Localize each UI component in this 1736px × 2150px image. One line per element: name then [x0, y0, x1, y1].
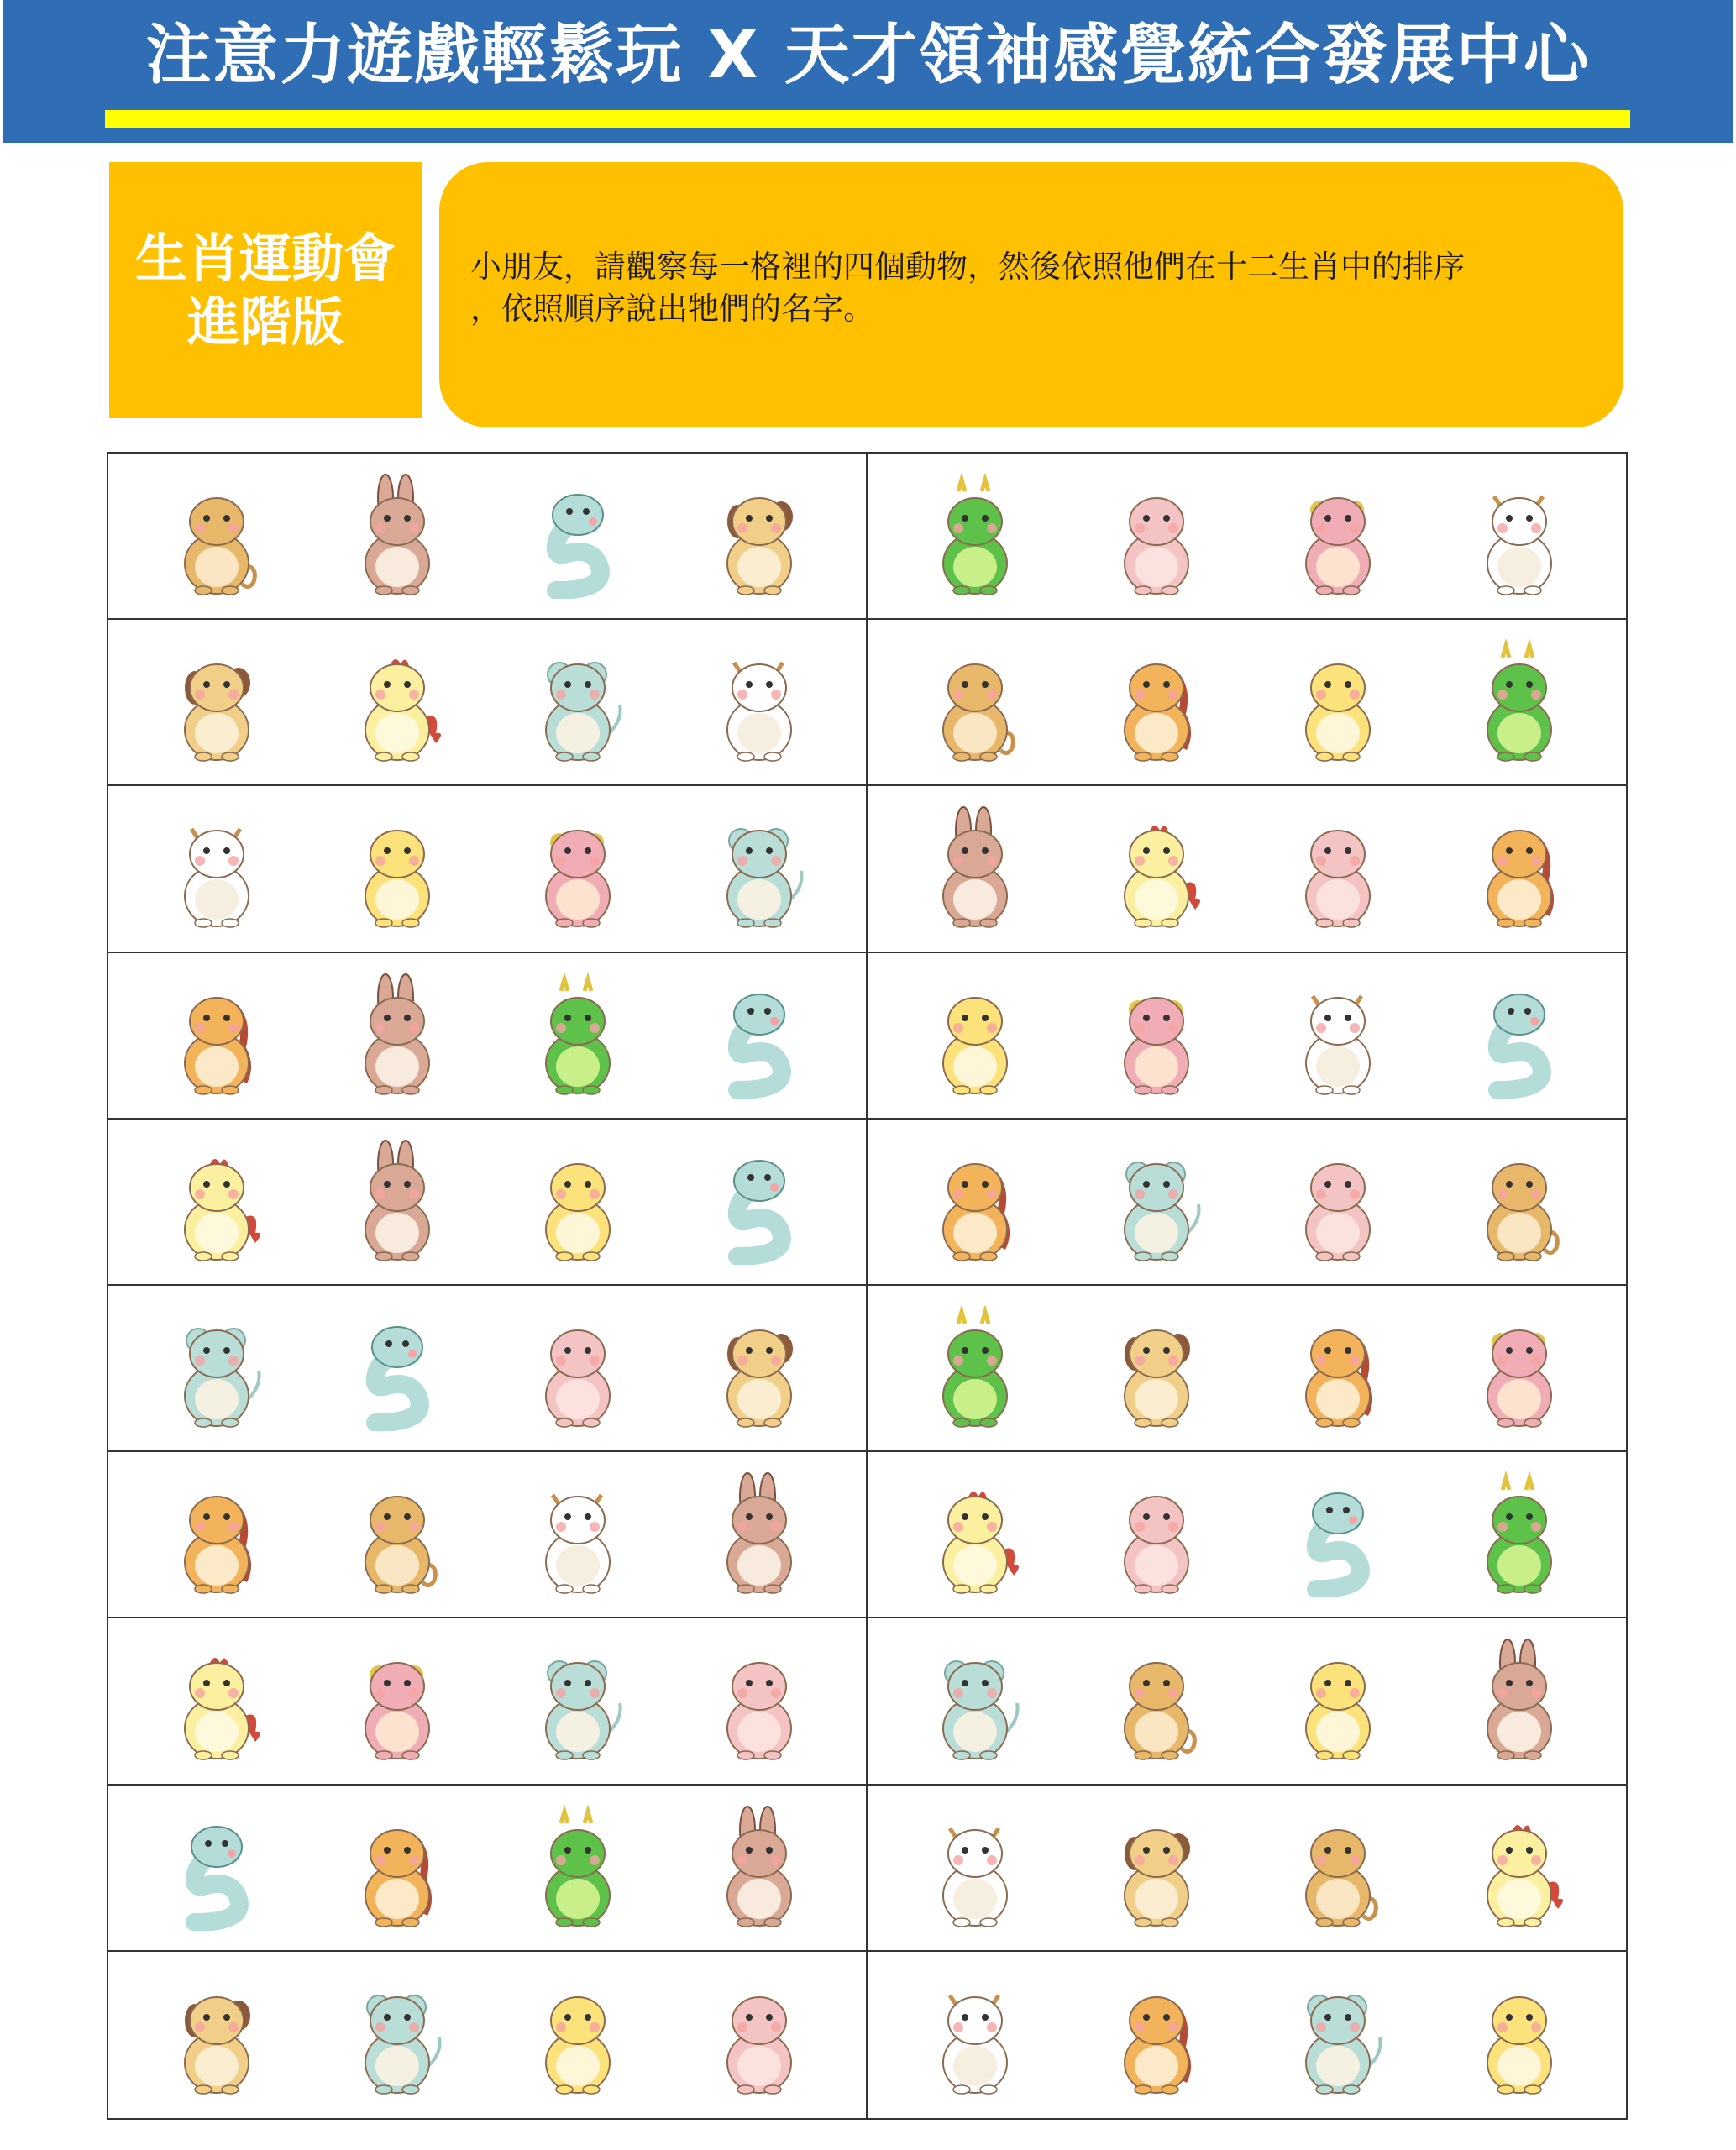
pig-icon [704, 1972, 813, 2098]
grid-cell-r10-c1 [108, 1952, 868, 2118]
dog-icon [1101, 1305, 1210, 1431]
grid-cell-r4-c2 [868, 953, 1627, 1120]
horse-icon [920, 1139, 1029, 1265]
dog-icon [161, 1972, 270, 2098]
rabbit-icon [342, 973, 451, 1099]
grid-cell-r8-c2 [868, 1618, 1627, 1785]
grid-cell-r3-c2 [868, 786, 1627, 952]
snake-icon [704, 973, 813, 1099]
dragon-icon [1464, 1471, 1573, 1597]
grid-cell-r6-c1 [108, 1286, 868, 1452]
grid-cell-r6-c2 [868, 1286, 1627, 1452]
grid-cell-r10-c2 [868, 1952, 1627, 2118]
pig-icon [1282, 805, 1392, 931]
instruction-line2: ，依照順序說出牠們的名字。 [470, 291, 874, 327]
horse-icon [1464, 805, 1573, 931]
grid-cell-r9-c2 [868, 1786, 1627, 1952]
ox-icon [1464, 473, 1573, 599]
ox-icon [704, 639, 813, 765]
pig-icon [1282, 1139, 1392, 1265]
ox-icon [920, 1972, 1029, 2098]
dragon-icon [920, 1305, 1029, 1431]
monkey-icon [161, 473, 270, 599]
instruction-box [439, 162, 1623, 427]
dragon-icon [920, 473, 1029, 599]
dragon-icon [522, 973, 632, 1099]
snake-icon [1282, 1471, 1392, 1597]
grid-cell-r7-c1 [108, 1452, 868, 1618]
pig-icon [522, 1305, 632, 1431]
sheep-icon [522, 805, 632, 931]
rat-icon [161, 1305, 270, 1431]
monkey-icon [342, 1471, 451, 1597]
rat-icon [920, 1638, 1029, 1764]
section-tag-line1: 生肖運動會 [134, 227, 396, 289]
rabbit-icon [920, 805, 1029, 931]
horse-icon [1282, 1305, 1392, 1431]
horse-icon [161, 1471, 270, 1597]
tiger-icon [522, 1972, 632, 2098]
dragon-icon [1464, 639, 1573, 765]
tiger-icon [1282, 1638, 1392, 1764]
monkey-icon [1101, 1638, 1210, 1764]
rat-icon [342, 1972, 451, 2098]
grid-cell-r1-c1 [108, 454, 868, 620]
sheep-icon [342, 1638, 451, 1764]
grid-cell-r7-c2 [868, 1452, 1627, 1618]
rooster-icon [1464, 1805, 1573, 1931]
section-tag-line2: 進階版 [186, 291, 344, 353]
grid-cell-r4-c1 [108, 953, 868, 1120]
sheep-icon [1101, 973, 1210, 1099]
snake-icon [704, 1139, 813, 1265]
dog-icon [1101, 1805, 1210, 1931]
ox-icon [522, 1471, 632, 1597]
dog-icon [704, 473, 813, 599]
rat-icon [522, 639, 632, 765]
ox-icon [920, 1805, 1029, 1931]
header-banner [3, 0, 1733, 143]
grid-cell-r5-c2 [868, 1120, 1627, 1286]
dog-icon [161, 639, 270, 765]
rat-icon [1101, 1139, 1210, 1265]
rabbit-icon [342, 1139, 451, 1265]
pig-icon [1101, 473, 1210, 599]
instruction-line1: 小朋友，請觀察每一格裡的四個動物，然後依照他們在十二生肖中的排序 [470, 249, 1465, 285]
tiger-icon [1282, 639, 1392, 765]
grid-cell-r9-c1 [108, 1786, 868, 1952]
rooster-icon [920, 1471, 1029, 1597]
title-underline [105, 110, 1630, 128]
tiger-icon [920, 973, 1029, 1099]
rooster-icon [342, 639, 451, 765]
ox-icon [1282, 973, 1392, 1099]
snake-icon [342, 1305, 451, 1431]
rabbit-icon [342, 473, 451, 599]
grid-cell-r1-c2 [868, 454, 1627, 620]
rat-icon [522, 1638, 632, 1764]
rabbit-icon [1464, 1638, 1573, 1764]
page-title: 注意力遊戲輕鬆玩 X 天才領袖感覺統合發展中心 [145, 18, 1591, 93]
rabbit-icon [704, 1805, 813, 1931]
tiger-icon [1464, 1972, 1573, 2098]
sheep-icon [1464, 1305, 1573, 1431]
grid-cell-r5-c1 [108, 1120, 868, 1286]
monkey-icon [1282, 1805, 1392, 1931]
monkey-icon [920, 639, 1029, 765]
rabbit-icon [704, 1471, 813, 1597]
sheep-icon [1282, 473, 1392, 599]
animal-grid [107, 452, 1628, 2120]
rooster-icon [1101, 805, 1210, 931]
horse-icon [342, 1805, 451, 1931]
rooster-icon [161, 1139, 270, 1265]
grid-cell-r3-c1 [108, 786, 868, 952]
dragon-icon [522, 1805, 632, 1931]
grid-cell-r2-c2 [868, 620, 1627, 786]
snake-icon [522, 473, 632, 599]
horse-icon [161, 973, 270, 1099]
tiger-icon [342, 805, 451, 931]
grid-cell-r2-c1 [108, 620, 868, 786]
pig-icon [704, 1638, 813, 1764]
snake-icon [1464, 973, 1573, 1099]
dog-icon [704, 1305, 813, 1431]
horse-icon [1101, 1972, 1210, 2098]
monkey-icon [1464, 1139, 1573, 1265]
horse-icon [1101, 639, 1210, 765]
ox-icon [161, 805, 270, 931]
section-tag [109, 162, 422, 418]
pig-icon [1101, 1471, 1210, 1597]
rooster-icon [161, 1638, 270, 1764]
rat-icon [1282, 1972, 1392, 2098]
rat-icon [704, 805, 813, 931]
tiger-icon [522, 1139, 632, 1265]
snake-icon [161, 1805, 270, 1931]
grid-cell-r8-c1 [108, 1618, 868, 1785]
